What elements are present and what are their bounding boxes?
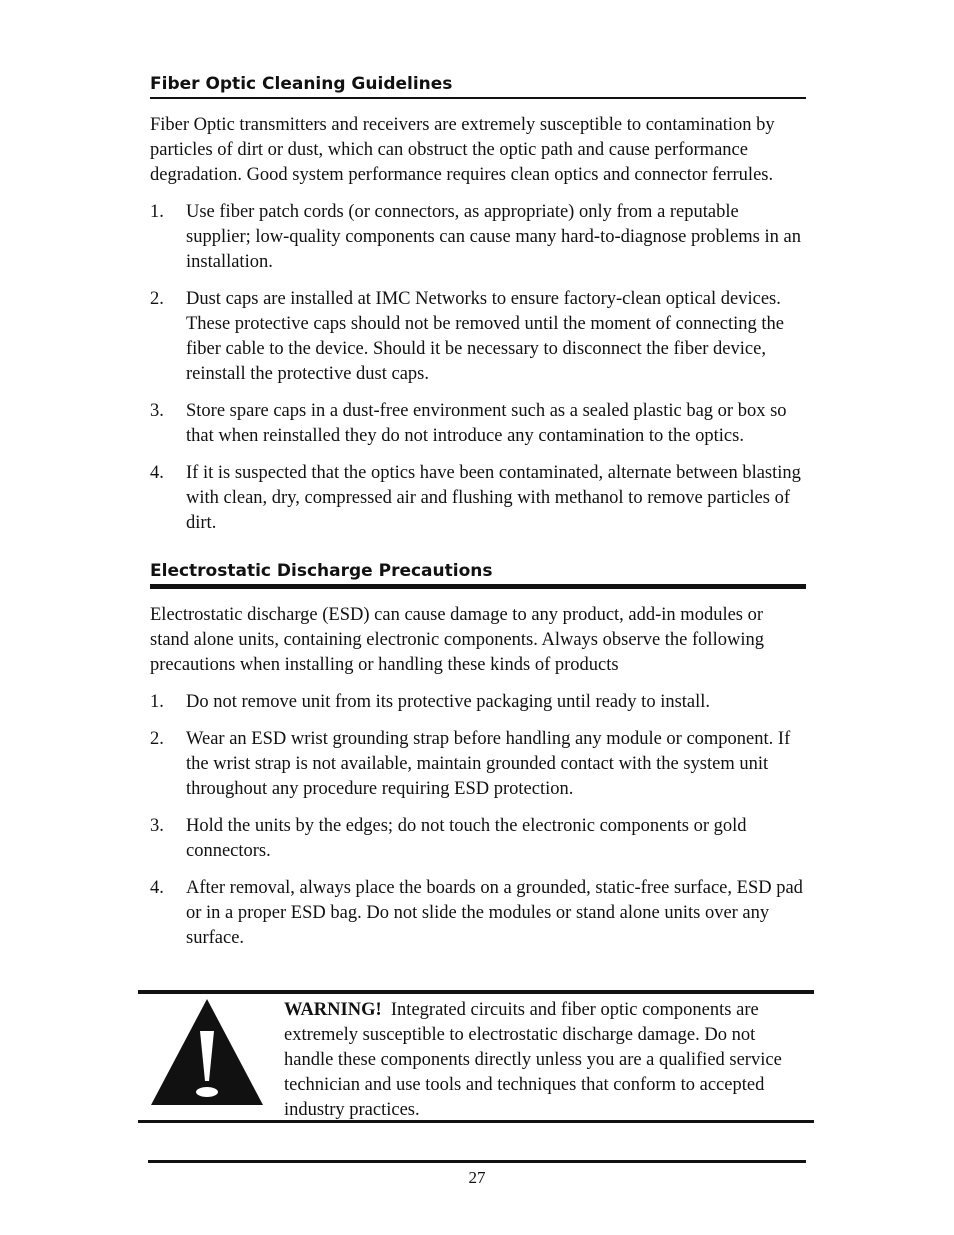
- list-item-text: Do not remove unit from its protective packaging until ready to install.: [186, 692, 711, 712]
- list-item: [150, 876, 806, 951]
- list-item: [150, 727, 806, 802]
- fiber-guidelines-list: [150, 200, 806, 536]
- esd-intro-paragraph: Electrostatic discharge (ESD) can cause damage to any product, add-in modules or stand alone units, containing electronic components. Always observe the following precautions when installing or handling these kinds of products: [150, 605, 764, 675]
- footer-rule: [148, 1160, 806, 1163]
- fiber-section: [150, 74, 806, 536]
- fiber-heading-rule: [150, 97, 806, 99]
- list-item-text: Dust caps are installed at IMC Networks to ensure factory-clean optical devices. These protective caps should not be removed until the moment of connecting the fiber cable to the device. Should it be necessary to disconnect the fiber device, reinstall the protective dust caps.: [186, 289, 784, 384]
- esd-precautions-list: [150, 690, 806, 951]
- list-item-text: Store spare caps in a dust-free environment such as a sealed plastic bag or box so that when reinstalled they do not introduce any contamination to the optics.: [186, 401, 787, 446]
- list-item: [150, 461, 806, 536]
- esd-heading-rule: [150, 584, 806, 589]
- fiber-intro-paragraph: Fiber Optic transmitters and receivers are extremely susceptible to contamination by particles of dirt or dust, which can obstruct the optic path and cause performance degradation. Good system performance requires clean optics and connector ferrules.: [150, 115, 775, 185]
- warning-body-text: Integrated circuits and fiber optic components are extremely susceptible to electrostatic discharge damage. Do not handle these components directly unless you are a qualified service technician and use tools and techniques that conform to accepted industry practices.: [284, 1000, 782, 1120]
- list-item-text: If it is suspected that the optics have been contaminated, alternate between blasting with clean, dry, compressed air and flushing with methanol to remove particles of dirt.: [186, 463, 801, 533]
- list-item-number: 3.: [150, 401, 164, 421]
- list-item: [150, 690, 806, 715]
- list-item-number: 2.: [150, 729, 164, 749]
- list-item: [150, 814, 806, 864]
- warning-box: [138, 990, 814, 1123]
- esd-section: [150, 561, 806, 951]
- list-item-number: 1.: [150, 692, 164, 712]
- list-item-text: Wear an ESD wrist grounding strap before handling any module or component. If the wrist strap is not available, maintain grounded contact with the system unit throughout any procedure requiring ESD protection.: [186, 729, 791, 799]
- list-item: [150, 399, 806, 449]
- list-item-number: 2.: [150, 289, 164, 309]
- list-item-number: 3.: [150, 816, 164, 836]
- list-item-number: 4.: [150, 463, 164, 483]
- warning-message: [284, 998, 808, 1123]
- list-item: [150, 200, 806, 275]
- fiber-section-heading: Fiber Optic Cleaning Guidelines: [150, 74, 453, 94]
- list-item-text: Use fiber patch cords (or connectors, as appropriate) only from a reputable supplier; low-quality components can cause many hard-to-diagnose problems in an installation.: [186, 202, 801, 272]
- list-item-text: Hold the units by the edges; do not touch the electronic components or gold connectors.: [186, 816, 747, 861]
- list-item-number: 4.: [150, 878, 164, 898]
- warning-label: WARNING!: [284, 1000, 382, 1020]
- list-item-number: 1.: [150, 202, 164, 222]
- list-item-text: After removal, always place the boards on a grounded, static-free surface, ESD pad or in a proper ESD bag. Do not slide the modules or stand alone units over any surface.: [186, 878, 803, 948]
- warning-triangle-icon: [149, 997, 265, 1107]
- list-item: [150, 287, 806, 387]
- esd-section-heading: Electrostatic Discharge Precautions: [150, 561, 493, 581]
- page-number: 27: [468, 1168, 486, 1187]
